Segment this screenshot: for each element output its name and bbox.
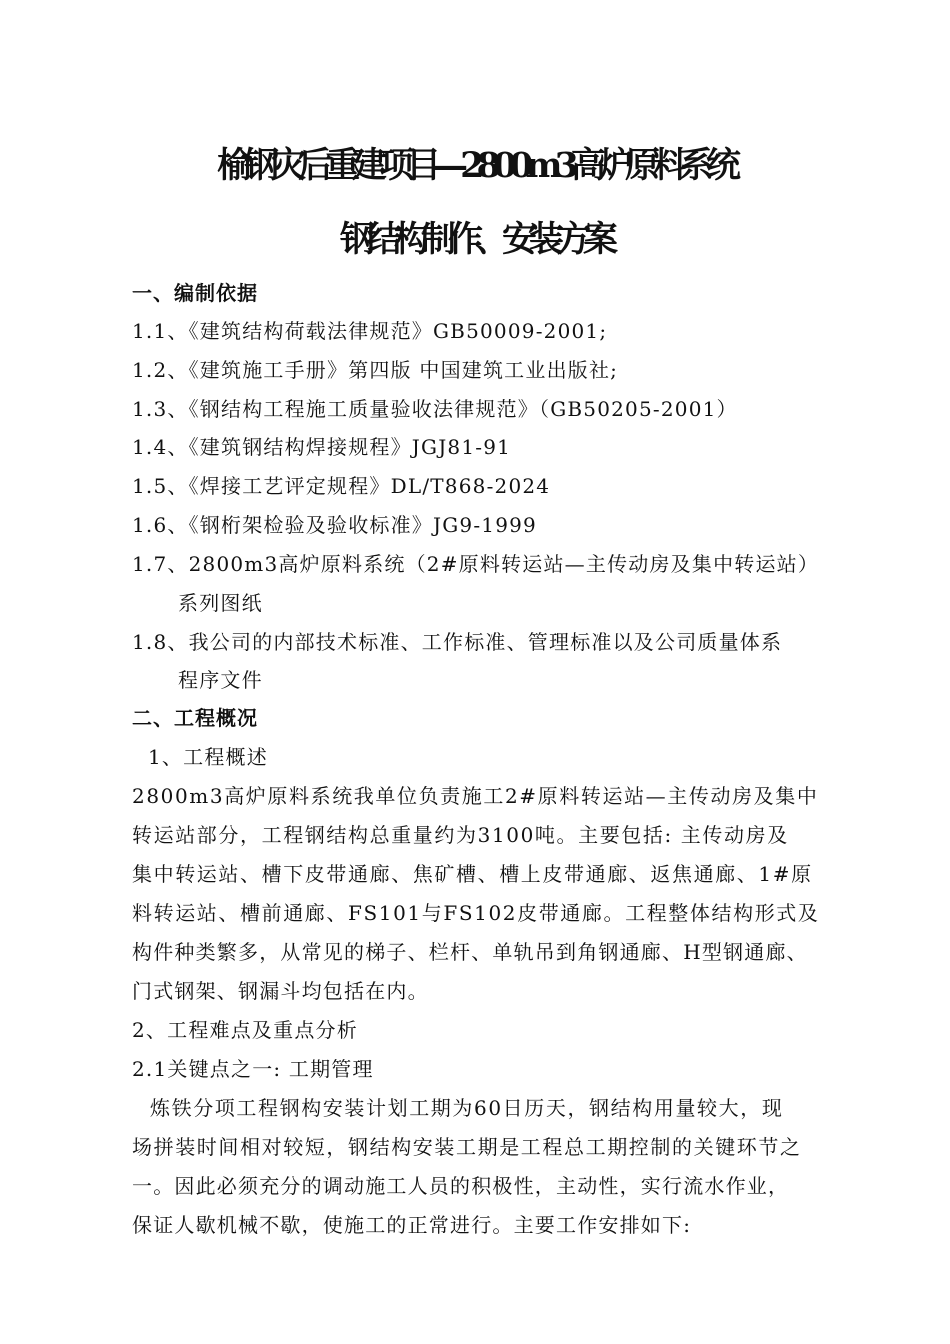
subsection-heading: 2、工程难点及重点分析 [132,1018,358,1042]
schedule-paragraph-line: 场拼装时间相对较短，钢结构安装工期是工程总工期控制的关键环节之 [132,1135,802,1159]
reference-item: 1.5、《焊接工艺评定规程》DL/T868-2024 [132,474,551,498]
section2-heading: 二、工程概况 [132,706,258,730]
subsection-heading: 2.1关键点之一: 工期管理 [132,1057,374,1081]
overview-paragraph-line: 构件种类繁多，从常见的梯子、栏杆、单轨吊到角钢通廊、H型钢通廊、 [132,940,808,964]
reference-item: 1.4、《建筑钢结构焊接规程》JGJ81-91 [132,435,512,459]
schedule-paragraph-line: 一。因此必须充分的调动施工人员的积极性，主动性，实行流水作业， [132,1174,790,1198]
subsection-heading: 1、工程概述 [148,745,268,769]
overview-paragraph-line: 转运站部分，工程钢结构总重量约为3100吨。主要包括: 主传动房及 [132,823,789,847]
overview-paragraph-line: 料转运站、槽前通廊、FS101与FS102皮带通廊。工程整体结构形式及 [132,901,820,925]
reference-item: 1.1、《建筑结构荷载法律规范》GB50009-2001; [132,319,608,343]
reference-item: 1.6、《钢桁架检验及验收标准》JG9-1999 [132,513,537,537]
document-title-line1: 榆钢灾后重建项目—2800m3高炉原料系统 [217,145,733,186]
overview-paragraph-line: 集中转运站、槽下皮带通廊、焦矿槽、槽上皮带通廊、返焦通廊、1#原 [132,862,813,886]
reference-item: 1.8、我公司的内部技术标准、工作标准、管理标准以及公司质量体系 [132,630,783,654]
reference-item: 1.3、《钢结构工程施工质量验收法律规范》（GB50205-2001） [132,397,738,421]
reference-item: 1.2、《建筑施工手册》第四版 中国建筑工业出版社; [132,358,619,382]
overview-paragraph-line: 2800m3高炉原料系统我单位负责施工2#原料转运站—主传动房及集中 [132,784,819,808]
reference-item-continuation: 系列图纸 [178,591,263,615]
schedule-paragraph-line: 炼铁分项工程钢构安装计划工期为60日历天，钢结构用量较大，现 [150,1096,784,1120]
reference-item: 1.7、2800m3高炉原料系统（2#原料转运站—主传动房及集中转运站） [132,552,820,576]
schedule-paragraph-line: 保证人歇机械不歇，使施工的正常进行。主要工作安排如下: [132,1213,692,1237]
reference-item-continuation: 程序文件 [178,668,263,692]
section1-heading: 一、编制依据 [132,281,258,305]
document-title-line2: 钢结构制作、安装方案 [339,219,610,260]
overview-paragraph-line: 门式钢架、钢漏斗均包括在内。 [132,979,429,1003]
